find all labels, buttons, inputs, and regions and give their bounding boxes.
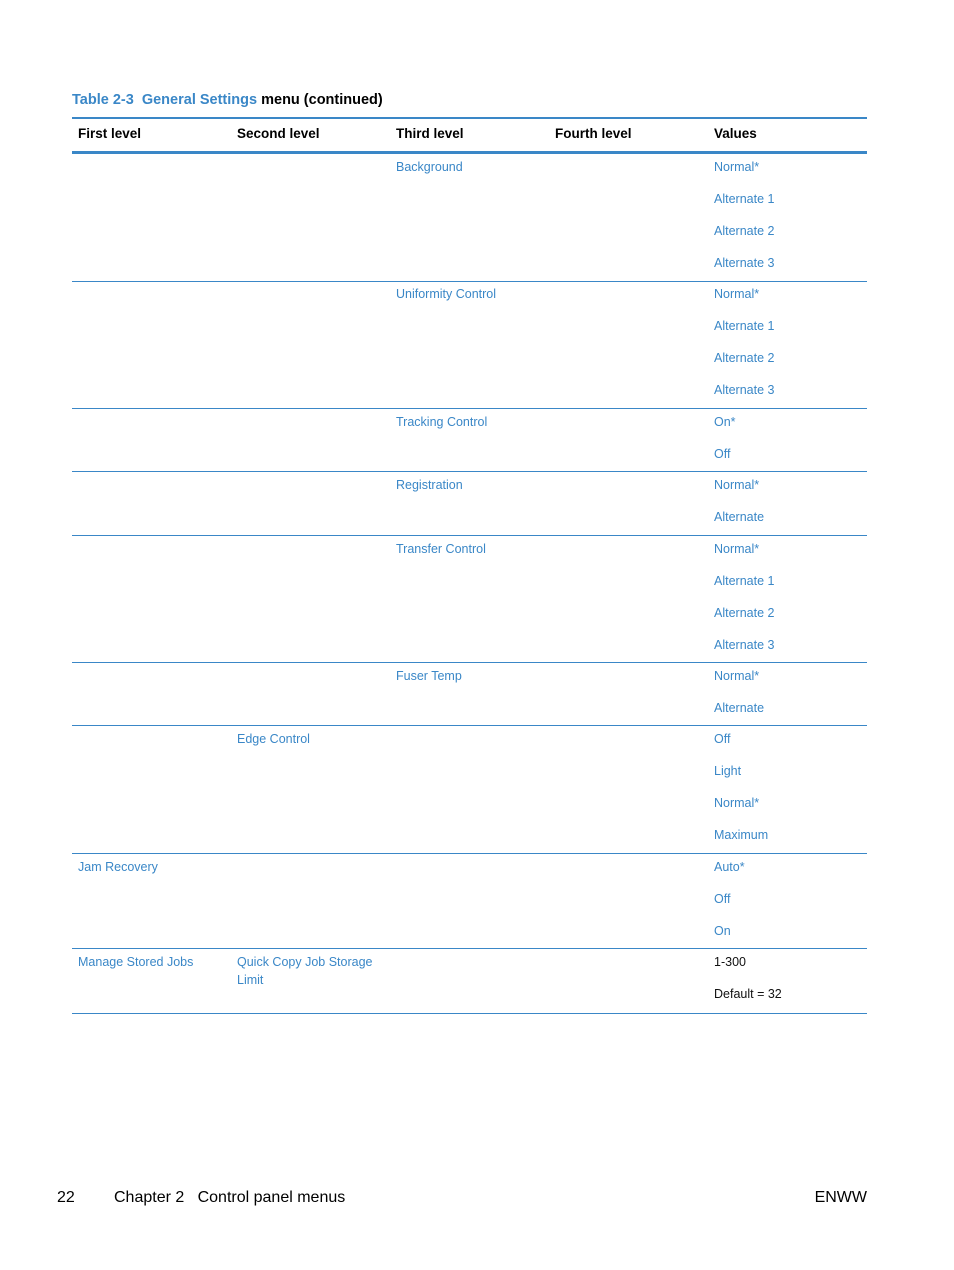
chapter-title: Chapter 2 Control panel menus <box>114 1189 346 1206</box>
footer-right: ENWW <box>814 1189 867 1206</box>
row-divider <box>72 1013 867 1014</box>
value-cell[interactable]: On <box>714 924 731 938</box>
value-cell[interactable]: Normal* <box>714 669 760 683</box>
value-cell[interactable]: Light <box>714 764 742 778</box>
third-level-cell[interactable]: Uniformity Control <box>396 287 497 301</box>
value-cell[interactable]: Auto* <box>714 860 745 874</box>
value-cell: Default = 32 <box>714 987 782 1001</box>
value-cell[interactable]: Alternate 3 <box>714 383 775 397</box>
row-divider <box>72 725 867 726</box>
third-level-cell[interactable]: Background <box>396 160 463 174</box>
third-level-cell[interactable]: Transfer Control <box>396 542 486 556</box>
value-cell[interactable]: Off <box>714 892 731 906</box>
value-cell[interactable]: On* <box>714 415 736 429</box>
header-second-level: Second level <box>237 126 320 141</box>
value-cell[interactable]: Off <box>714 732 731 746</box>
header-first-level: First level <box>78 126 142 141</box>
header-rule <box>72 151 867 154</box>
value-cell[interactable]: Alternate 3 <box>714 256 775 270</box>
value-cell[interactable]: Normal* <box>714 542 760 556</box>
value-cell[interactable]: Normal* <box>714 796 760 810</box>
table-top-rule <box>72 117 867 119</box>
table-number: Table 2-3 <box>72 92 134 108</box>
value-cell: 1-300 <box>714 955 746 969</box>
header-values: Values <box>714 126 757 141</box>
value-cell[interactable]: Normal* <box>714 287 760 301</box>
value-cell[interactable]: Alternate 1 <box>714 574 775 588</box>
row-divider <box>72 853 867 854</box>
first-level-cell[interactable]: Jam Recovery <box>78 860 158 874</box>
second-level-cell[interactable]: Edge Control <box>237 732 310 746</box>
value-cell[interactable]: Alternate 2 <box>714 351 775 365</box>
row-divider <box>72 408 867 409</box>
value-cell[interactable]: Normal* <box>714 478 760 492</box>
value-cell[interactable]: Maximum <box>714 828 769 842</box>
value-cell[interactable]: Alternate <box>714 510 765 524</box>
value-cell[interactable]: Alternate <box>714 701 765 715</box>
table-caption <box>72 92 383 108</box>
value-cell[interactable]: Alternate 1 <box>714 319 775 333</box>
page-number: 22 <box>57 1189 75 1206</box>
first-level-cell[interactable]: Manage Stored Jobs <box>78 955 194 969</box>
header-third-level: Third level <box>396 126 464 141</box>
row-divider <box>72 281 867 282</box>
caption-suffix: menu (continued) <box>261 92 383 108</box>
value-cell[interactable]: Alternate 3 <box>714 638 775 652</box>
third-level-cell[interactable]: Tracking Control <box>396 415 488 429</box>
value-cell[interactable]: Alternate 2 <box>714 606 775 620</box>
row-divider <box>72 535 867 536</box>
header-fourth-level: Fourth level <box>555 126 632 141</box>
row-divider <box>72 948 867 949</box>
value-cell[interactable]: Alternate 1 <box>714 192 775 206</box>
menu-name-link[interactable]: General Settings <box>141 92 258 108</box>
value-cell[interactable]: Alternate 2 <box>714 224 775 238</box>
row-divider <box>72 662 867 663</box>
third-level-cell[interactable]: Registration <box>396 478 463 492</box>
value-cell[interactable]: Normal* <box>714 160 760 174</box>
second-level-cell[interactable]: Quick Copy Job Storage Limit <box>237 955 373 987</box>
third-level-cell[interactable]: Fuser Temp <box>396 669 462 683</box>
row-divider <box>72 471 867 472</box>
value-cell[interactable]: Off <box>714 447 731 461</box>
